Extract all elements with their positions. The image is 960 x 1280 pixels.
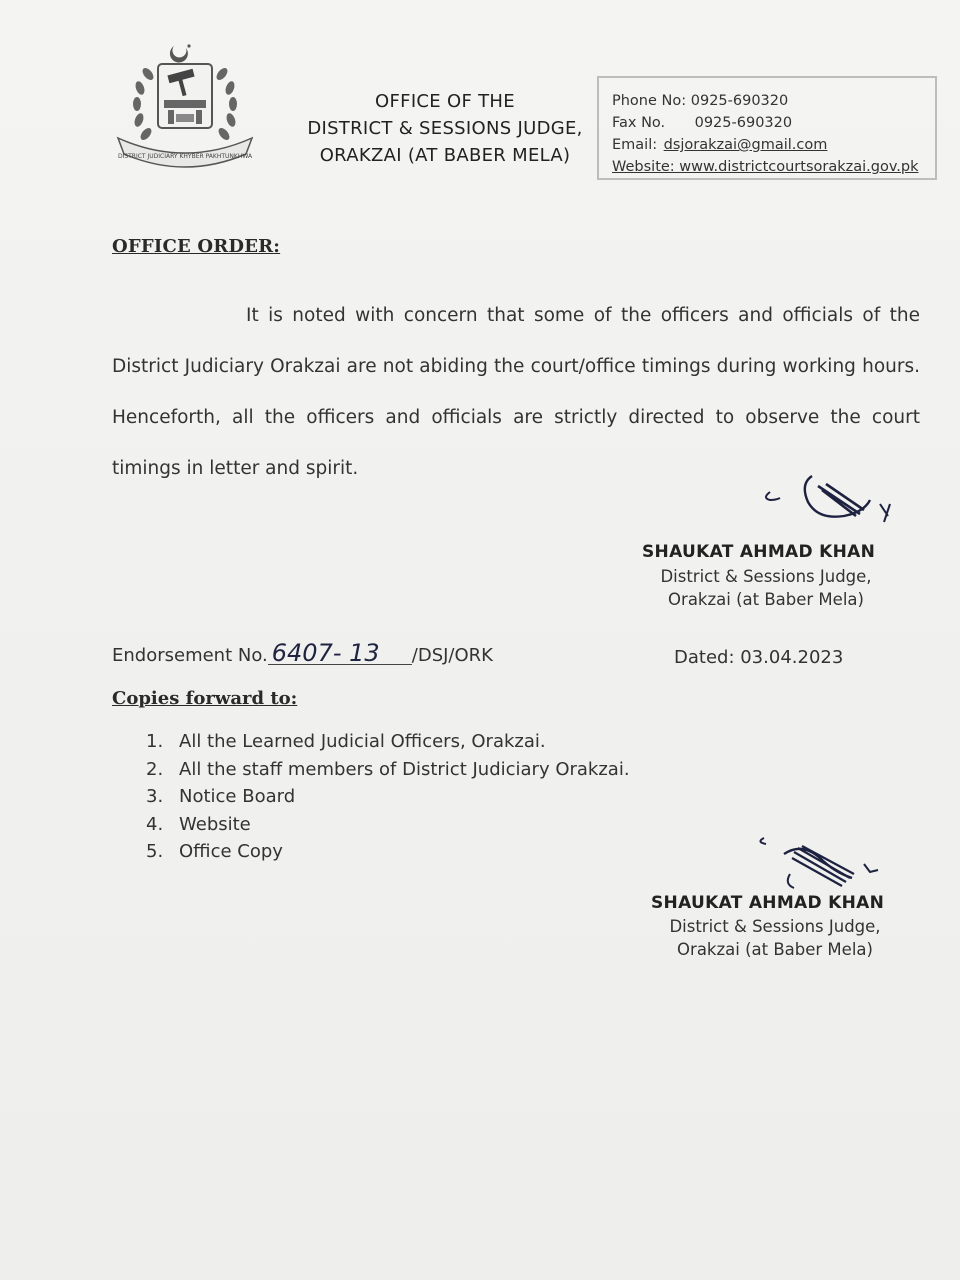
emblem-ring-text: DISTRICT JUDICIARY KHYBER PAKHTUNKHWA bbox=[117, 153, 253, 160]
list-item: 4. Website bbox=[146, 813, 251, 835]
fax-value: 0925-690320 bbox=[694, 115, 793, 131]
copies-heading: Copies forward to: bbox=[112, 688, 298, 709]
office-title-line-2: DISTRICT & SESSIONS JUDGE, bbox=[307, 118, 583, 139]
list-item: 2. All the staff members of District Judiciary Orakzai. bbox=[146, 758, 630, 780]
endorsement-suffix: /DSJ/ORK bbox=[411, 645, 493, 666]
signatory-designation-1: District & Sessions Judge, bbox=[660, 567, 872, 586]
phone-value: 0925-690320 bbox=[690, 93, 789, 109]
phone-label: Phone No: bbox=[612, 93, 687, 109]
email-row bbox=[612, 134, 935, 156]
list-item: 3. Notice Board bbox=[146, 786, 296, 807]
office-order-heading: OFFICE ORDER: bbox=[112, 236, 281, 257]
email-link[interactable]: dsjorakzai@gmail.com bbox=[663, 137, 828, 153]
endorsement-label: Endorsement No. bbox=[112, 645, 268, 666]
signatory-name-2: SHAUKAT AHMAD KHAN bbox=[651, 893, 885, 913]
list-item: 5. Office Copy bbox=[146, 841, 283, 862]
fax-label: Fax No. bbox=[612, 115, 666, 131]
website-link[interactable]: Website: www.districtcourtsorakzai.gov.pk bbox=[612, 159, 919, 175]
district-judiciary-emblem-icon bbox=[110, 38, 260, 178]
endorsement-line bbox=[112, 639, 493, 667]
website-row bbox=[612, 156, 935, 178]
email-label: Email: bbox=[612, 137, 658, 153]
phone-row bbox=[612, 90, 935, 112]
fax-row bbox=[612, 112, 935, 134]
signatory-location-2: Orakzai (at Baber Mela) bbox=[677, 940, 873, 959]
contact-info-box bbox=[597, 76, 937, 180]
signatory-designation-2: District & Sessions Judge, bbox=[669, 917, 881, 936]
signatory-location-1: Orakzai (at Baber Mela) bbox=[668, 590, 864, 609]
office-title bbox=[290, 88, 600, 169]
dated: Dated: 03.04.2023 bbox=[674, 647, 844, 668]
list-item: 1. All the Learned Judicial Officers, Orakzai. bbox=[146, 731, 546, 752]
office-title-line-1: OFFICE OF THE bbox=[375, 91, 515, 112]
signatory-name-1: SHAUKAT AHMAD KHAN bbox=[642, 542, 876, 562]
order-body: It is noted with concern that some of the officers and officials of the District Judiciary Orakzai are not abiding the court/office timings during working hours. Henceforth, all the officers and officials are strictly directed to observe the court timings in letter and spirit. bbox=[112, 305, 920, 479]
endorsement-number: 6407- 13 bbox=[268, 642, 412, 665]
office-title-line-3: ORAKZAI (AT BABER MELA) bbox=[319, 145, 571, 166]
signature-1-icon bbox=[756, 466, 901, 530]
signature-2-icon bbox=[750, 826, 890, 896]
copies-list bbox=[146, 728, 630, 866]
